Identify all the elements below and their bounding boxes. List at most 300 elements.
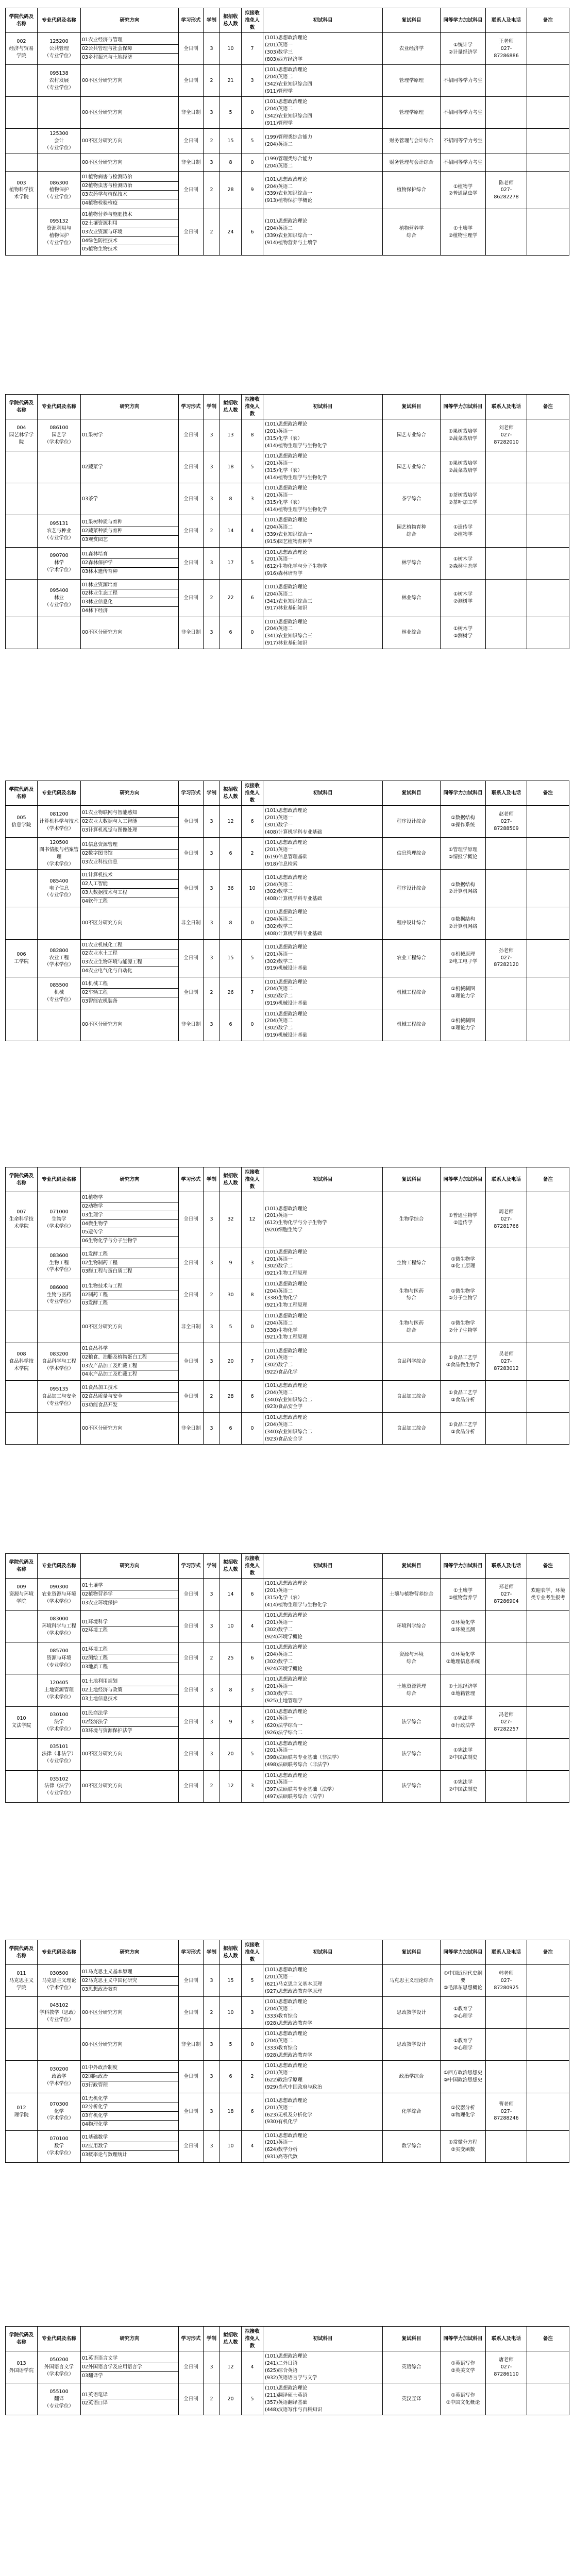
header-direction: 研究方向	[81, 1940, 179, 1965]
cell-quota: 20	[220, 1343, 242, 1381]
cell-years: 3	[204, 97, 220, 129]
cell-contact: 赵老师 027- 87288509	[486, 806, 527, 838]
header-row	[6, 2327, 569, 2351]
cell-direction	[81, 1247, 179, 1279]
cell-contact: 孙老师 027- 87282120	[486, 939, 527, 977]
header-contact: 联系人及电话	[486, 2327, 527, 2351]
header-mode: 学习形式	[179, 1167, 204, 1192]
cell-equal: ①教育学 ②心理学	[441, 1997, 486, 2029]
direction-item: 02植物虫害与检测防治	[81, 182, 178, 191]
cell-quota: 15	[220, 129, 242, 154]
cell-years: 3	[204, 806, 220, 838]
cell-college: 009 资源与环境学院	[6, 1579, 38, 1611]
cell-equal: ①遗传学 ②植物学	[441, 515, 486, 547]
cell-years: 2	[204, 1997, 220, 2029]
header-college: 学院代码及名称	[6, 1940, 38, 1965]
cell-exempt: 3	[242, 1997, 263, 2029]
cell-quota: 14	[220, 515, 242, 547]
cell-major: 095138 农村发展 （专业学位）	[38, 65, 81, 97]
cell-note	[527, 209, 569, 256]
direction-item: 00不区分研究方向	[82, 138, 123, 144]
direction-item: 01食品科学	[81, 1345, 178, 1353]
direction-item: 01计算机技术	[81, 871, 178, 880]
direction-item: 00不区分研究方向	[82, 1751, 123, 1757]
direction-item: 03功能食品开发	[82, 1402, 118, 1408]
cell-college: 007 生命科学技术学院	[6, 1192, 38, 1247]
table-row	[6, 1642, 569, 1674]
cell-years: 3	[204, 838, 220, 870]
cell-major: 120405 土地资源管理 （学术学位）	[38, 1674, 81, 1706]
cell-exempt: 0	[242, 1413, 263, 1445]
cell-mode: 全日制	[179, 1247, 204, 1279]
cell-exempt: 7	[242, 33, 263, 65]
cell-contact	[486, 483, 527, 515]
cell-mode: 全日制	[179, 1279, 204, 1311]
direction-item: 02数字图书馆	[81, 850, 178, 858]
header-quota: 拟招收总人数	[220, 1940, 242, 1965]
direction-item: 03概率论与数理统计	[82, 2152, 128, 2158]
cell-college	[6, 1413, 38, 1445]
cell-major: 050200 外国语言文学 （学术学位）	[38, 2351, 81, 2383]
header-equal: 同等学力加试科目	[441, 8, 486, 33]
direction-item: 03农业科技信息	[82, 859, 118, 865]
cell-college	[6, 451, 38, 483]
direction-item: 03发酵工程	[82, 1300, 108, 1307]
cell-exam: (199)管理类综合能力 (204)英语二	[263, 154, 383, 172]
cell-major: 086000 生物与医药 （专业学位）	[38, 1279, 81, 1311]
cell-college	[6, 1997, 38, 2029]
cell-contact	[486, 838, 527, 870]
cell-college	[6, 483, 38, 515]
cell-years: 3	[204, 2061, 220, 2093]
cell-exempt: 6	[242, 1579, 263, 1611]
cell-quota: 6	[220, 1413, 242, 1445]
table-sheet	[5, 781, 569, 1041]
cell-years: 3	[204, 1413, 220, 1445]
direction-item: 02食品质量与安全	[81, 1393, 178, 1401]
cell-years: 3	[204, 1611, 220, 1642]
cell-exam: (101)思想政治理论 (204)英语二 (339)农业知识综合一 (913)植物保护学概论	[263, 172, 383, 209]
direction-item: 00不区分研究方向	[82, 110, 123, 116]
cell-major: 045102 学科教学（思政） （专业学位）	[38, 1997, 81, 2029]
cell-retest: 生物工程综合	[383, 1247, 441, 1279]
cell-quota: 24	[220, 209, 242, 256]
cell-equal: ①宪法学 ②行政法学	[441, 1706, 486, 1738]
direction-item: 02英语口译	[82, 2400, 108, 2406]
cell-note	[527, 129, 569, 154]
header-years: 学制	[204, 1554, 220, 1579]
direction-item: 01林业资源培育	[81, 581, 178, 590]
cell-note	[527, 97, 569, 129]
direction-item: 01无机化学	[81, 2095, 178, 2104]
cell-quota: 5	[220, 97, 242, 129]
table-row	[6, 1738, 569, 1770]
direction-item: 03农业生物环境与能源工程	[81, 958, 178, 967]
cell-direction	[81, 2351, 179, 2383]
direction-item: 05植物生物技术	[82, 246, 118, 252]
cell-retest: 资源与环境 综合	[383, 1642, 441, 1674]
cell-note	[527, 617, 569, 649]
cell-college	[6, 617, 38, 649]
header-years: 学制	[204, 2327, 220, 2351]
cell-note	[527, 977, 569, 1009]
cell-major: 070100 数学 （学术学位）	[38, 2130, 81, 2162]
cell-direction	[81, 1311, 179, 1343]
cell-contact	[486, 1997, 527, 2029]
direction-item: 02制药工程	[81, 1291, 178, 1300]
cell-exam: (101)思想政治理论 (204)英语二 (302)数学二 (408)计算机学科专业基础	[263, 907, 383, 939]
header-years: 学制	[204, 1940, 220, 1965]
cell-quota: 10	[220, 2130, 242, 2162]
cell-exam: (101)思想政治理论 (201)英语一 (612)生物化学与分子生物学 (916)森林培育学	[263, 547, 383, 579]
direction-item: 03乡村振兴与土地经济	[82, 54, 132, 60]
cell-quota: 9	[220, 1706, 242, 1738]
direction-item: 04植物检验检疫	[82, 200, 118, 206]
direction-item: 01生物技术与工程	[81, 1282, 178, 1291]
cell-contact	[486, 1611, 527, 1642]
cell-exempt: 6	[242, 1642, 263, 1674]
cell-note	[527, 1706, 569, 1738]
table-row	[6, 2093, 569, 2130]
cell-years: 3	[204, 419, 220, 451]
cell-years: 3	[204, 1965, 220, 1997]
cell-exam: (101)思想政治理论 (201)英语一 (302)数学二 (922)食品化学	[263, 1343, 383, 1381]
table-row	[6, 2029, 569, 2061]
header-equal: 同等学力加试科目	[441, 395, 486, 419]
cell-quota: 18	[220, 2093, 242, 2130]
cell-note	[527, 483, 569, 515]
cell-equal: ①宪法学 ②中国法制史	[441, 1738, 486, 1770]
cell-retest: 茶学综合	[383, 483, 441, 515]
direction-item: 03翻译学	[82, 2372, 103, 2379]
cell-note	[527, 1738, 569, 1770]
cell-direction	[81, 1674, 179, 1706]
direction-item: 02粮食、油脂及植物蛋白工程	[81, 1353, 178, 1362]
cell-equal: ①微生物学 ②分子生物学	[441, 1311, 486, 1343]
cell-years: 2	[204, 1279, 220, 1311]
table-row	[6, 1611, 569, 1642]
direction-item: 01环境科学	[81, 1618, 178, 1627]
cell-years: 2	[204, 977, 220, 1009]
cell-mode: 全日制	[179, 1674, 204, 1706]
cell-mode: 全日制	[179, 838, 204, 870]
table-row	[6, 33, 569, 65]
cell-quota: 12	[220, 806, 242, 838]
cell-quota: 20	[220, 1738, 242, 1770]
header-college: 学院代码及名称	[6, 781, 38, 806]
header-mode: 学习形式	[179, 2327, 204, 2351]
cell-exempt: 12	[242, 1192, 263, 1247]
table-row	[6, 1579, 569, 1611]
cell-exam: (101)思想政治理论 (201)英语一 (315)化学（农） (414)植物生理学与生物化学	[263, 451, 383, 483]
cell-equal: 不招同等学力考生	[441, 154, 486, 172]
cell-contact	[486, 579, 527, 617]
table-sheet	[5, 1553, 569, 1803]
cell-retest: 法学综合	[383, 1770, 441, 1802]
cell-major: 030500 马克思主义理论 （学术学位）	[38, 1965, 81, 1997]
cell-exam: (101)思想政治理论 (204)英语二 (302)数学二 (924)环境学概论	[263, 1642, 383, 1674]
cell-note	[527, 1247, 569, 1279]
cell-equal: ①英语写作 ②中国文化概论	[441, 2383, 486, 2415]
cell-retest: 程序设计综合	[383, 907, 441, 939]
direction-item: 04物理化学	[82, 2121, 108, 2127]
cell-major: 095131 农艺与种业 （专业学位）	[38, 515, 81, 547]
header-retest: 复试科目	[383, 781, 441, 806]
cell-exam: (101)思想政治理论 (204)英语二 (341)农业知识综合三 (917)林业基础知识	[263, 579, 383, 617]
cell-exempt: 6	[242, 209, 263, 256]
cell-exam: (101)思想政治理论 (204)英语二 (333)教育综合 (928)思想政治教育学	[263, 1997, 383, 2029]
cell-direction	[81, 97, 179, 129]
cell-equal: ①环境化学 ②环境监测	[441, 1611, 486, 1642]
catalogue-table	[5, 781, 569, 1041]
cell-direction	[81, 1381, 179, 1413]
cell-contact	[486, 977, 527, 1009]
cell-direction	[81, 1738, 179, 1770]
header-equal: 同等学力加试科目	[441, 1554, 486, 1579]
cell-note	[527, 547, 569, 579]
direction-item: 05遗传学	[81, 1228, 178, 1237]
cell-quota: 6	[220, 838, 242, 870]
header-exempt: 拟接收推免人数	[242, 1167, 263, 1192]
header-mode: 学习形式	[179, 1554, 204, 1579]
cell-college	[6, 1311, 38, 1343]
header-college: 学院代码及名称	[6, 395, 38, 419]
cell-exam: (101)思想政治理论 (204)英语二 (333)教育综合 (928)思想政治教育学	[263, 2029, 383, 2061]
cell-college	[6, 515, 38, 547]
cell-quota: 10	[220, 33, 242, 65]
direction-item: 01植物病害与检测防治	[81, 173, 178, 182]
cell-equal: ①宪法学 ②中国法制史	[441, 1770, 486, 1802]
cell-exempt: 6	[242, 579, 263, 617]
catalogue-table	[5, 394, 569, 649]
cell-retest: 园艺专业综合	[383, 419, 441, 451]
cell-major	[38, 451, 81, 483]
cell-equal: ①机械制图 ②理论力学	[441, 977, 486, 1009]
cell-exam: (101)思想政治理论 (201)英语一 (315)化学（农） (414)植物生理学与生物化学	[263, 483, 383, 515]
cell-exempt: 5	[242, 547, 263, 579]
cell-years: 2	[204, 1381, 220, 1413]
cell-direction	[81, 939, 179, 977]
cell-note	[527, 154, 569, 172]
header-quota: 拟招收总人数	[220, 1554, 242, 1579]
cell-college: 011 马克思主义学院	[6, 1965, 38, 1997]
header-mode: 学习形式	[179, 8, 204, 33]
cell-exempt: 5	[242, 451, 263, 483]
table-row	[6, 2351, 569, 2383]
cell-college	[6, 2130, 38, 2162]
cell-retest: 农业经济学	[383, 33, 441, 65]
cell-years: 3	[204, 1738, 220, 1770]
cell-contact: 周老师 027- 87281766	[486, 1192, 527, 1247]
cell-note	[527, 1642, 569, 1674]
direction-item: 00不区分研究方向	[82, 920, 123, 926]
direction-item: 03农药学与植保技术	[81, 191, 178, 199]
header-college: 学院代码及名称	[6, 1167, 38, 1192]
direction-item: 06生物化学与分子生物学	[82, 1238, 138, 1244]
table-row	[6, 419, 569, 451]
cell-college	[6, 2383, 38, 2415]
cell-direction	[81, 1611, 179, 1642]
direction-item: 03林木遗传育种	[82, 568, 118, 574]
cell-direction	[81, 2029, 179, 2061]
cell-mode: 全日制	[179, 2351, 204, 2383]
cell-exempt: 2	[242, 2061, 263, 2093]
cell-mode: 全日制	[179, 451, 204, 483]
cell-direction	[81, 1343, 179, 1381]
cell-mode: 全日制	[179, 515, 204, 547]
cell-contact	[486, 154, 527, 172]
header-direction: 研究方向	[81, 1167, 179, 1192]
header-quota: 拟招收总人数	[220, 8, 242, 33]
cell-contact	[486, 1738, 527, 1770]
direction-item: 00不区分研究方向	[82, 1324, 123, 1330]
cell-retest: 财务管理与会计综合	[383, 154, 441, 172]
cell-exam: (101)思想政治理论 (204)英语二 (338)生物化学 (921)生物工程原理	[263, 1279, 383, 1311]
cell-contact	[486, 547, 527, 579]
table-row	[6, 2383, 569, 2415]
cell-years: 3	[204, 154, 220, 172]
cell-direction	[81, 838, 179, 870]
direction-item: 03观赏园艺	[82, 536, 108, 543]
cell-quota: 32	[220, 1192, 242, 1247]
cell-direction	[81, 1997, 179, 2029]
cell-exam: (101)思想政治理论 (204)英语二 (302)数学二 (919)机械设计基础	[263, 1009, 383, 1041]
header-exempt: 拟接收推免人数	[242, 395, 263, 419]
header-row	[6, 781, 569, 806]
cell-note	[527, 1997, 569, 2029]
header-quota: 拟招收总人数	[220, 781, 242, 806]
header-exam: 初试科目	[263, 1554, 383, 1579]
cell-quota: 6	[220, 1009, 242, 1041]
table-row	[6, 1192, 569, 1247]
cell-mode: 非全日制	[179, 1311, 204, 1343]
cell-mode: 非全日制	[179, 1413, 204, 1445]
cell-contact	[486, 515, 527, 547]
cell-direction	[81, 870, 179, 907]
header-contact: 联系人及电话	[486, 1940, 527, 1965]
catalogue-table	[5, 8, 569, 256]
cell-exempt: 0	[242, 1311, 263, 1343]
cell-exam: (101)思想政治理论 (201)英语一 (622)政治学原理 (929)当代中国政府与政治	[263, 2061, 383, 2093]
table-row	[6, 617, 569, 649]
table-sheet	[5, 1940, 569, 2163]
header-exam: 初试科目	[263, 2327, 383, 2351]
cell-quota: 6	[220, 617, 242, 649]
table-row	[6, 547, 569, 579]
cell-quota: 20	[220, 2383, 242, 2415]
cell-retest: 机械工程综合	[383, 1009, 441, 1041]
table-row	[6, 1770, 569, 1802]
cell-mode: 全日制	[179, 1706, 204, 1738]
direction-item: 00不区分研究方向	[82, 159, 123, 165]
cell-mode: 全日制	[179, 1965, 204, 1997]
cell-college	[6, 1611, 38, 1642]
cell-years: 3	[204, 451, 220, 483]
header-equal: 同等学力加试科目	[441, 1167, 486, 1192]
direction-item: 04微生物学	[81, 1220, 178, 1229]
direction-item: 02生物制药工程	[81, 1259, 178, 1268]
cell-mode: 全日制	[179, 1579, 204, 1611]
cell-exam: (199)管理类综合能力 (204)英语二	[263, 129, 383, 154]
header-note: 备注	[527, 395, 569, 419]
cell-quota: 28	[220, 172, 242, 209]
header-major: 专业代码及名称	[38, 8, 81, 33]
cell-years: 2	[204, 129, 220, 154]
header-retest: 复试科目	[383, 2327, 441, 2351]
direction-item: 02林业生态工程	[81, 589, 178, 598]
direction-item: 03计算机视觉与图像处理	[82, 827, 138, 833]
header-contact: 联系人及电话	[486, 395, 527, 419]
cell-exempt: 4	[242, 1611, 263, 1642]
cell-years: 3	[204, 2093, 220, 2130]
cell-note	[527, 838, 569, 870]
cell-contact	[486, 1311, 527, 1343]
direction-item: 03思想政治教育	[82, 1986, 118, 1992]
cell-equal: ①机械制图 ②理论力学	[441, 1009, 486, 1041]
cell-years: 2	[204, 209, 220, 256]
cell-major: 090700 林学 （学术学位）	[38, 547, 81, 579]
cell-retest: 程序设计综合	[383, 806, 441, 838]
cell-mode: 非全日制	[179, 154, 204, 172]
cell-equal: ①食品工艺学 ②食品微生物学	[441, 1343, 486, 1381]
direction-item: 01马克思主义基本原理	[81, 1968, 178, 1977]
cell-exempt: 7	[242, 1343, 263, 1381]
cell-contact	[486, 2383, 527, 2415]
cell-direction	[81, 1413, 179, 1445]
direction-item: 02土地经济与政策	[81, 1686, 178, 1695]
cell-mode: 非全日制	[179, 2029, 204, 2061]
direction-item: 03行政管理	[82, 2082, 108, 2088]
direction-item: 03土地信息技术	[82, 1696, 118, 1702]
cell-quota: 36	[220, 870, 242, 907]
cell-note	[527, 1192, 569, 1247]
cell-major: 035102 法律（法学） （专业学位）	[38, 1770, 81, 1802]
cell-exam: (101)思想政治理论 (204)英语二 (340)农业知识综合二 (923)食品安全学	[263, 1381, 383, 1413]
cell-equal: ①英语写作 ②英美文学	[441, 2351, 486, 2383]
cell-note	[527, 1009, 569, 1041]
cell-exempt: 10	[242, 870, 263, 907]
header-quota: 拟招收总人数	[220, 395, 242, 419]
cell-exempt: 0	[242, 2029, 263, 2061]
cell-mode: 全日制	[179, 1192, 204, 1247]
header-note: 备注	[527, 1940, 569, 1965]
table-row	[6, 129, 569, 154]
header-mode: 学习形式	[179, 395, 204, 419]
cell-contact	[486, 451, 527, 483]
cell-exam: (101)思想政治理论 (201)英语一 (303)数学三 (925)土地管理学	[263, 1674, 383, 1706]
cell-years: 3	[204, 2130, 220, 2162]
cell-equal: ①仪器分析 ②物理化学	[441, 2093, 486, 2130]
cell-mode: 全日制	[179, 1997, 204, 2029]
cell-retest: 土地资源管理 综合	[383, 1674, 441, 1706]
header-retest: 复试科目	[383, 1554, 441, 1579]
cell-direction	[81, 1279, 179, 1311]
catalogue-table	[5, 1553, 569, 1803]
cell-retest: 程序设计综合	[383, 870, 441, 907]
cell-exam: (101)思想政治理论 (201)英语一 (302)数学二 (924)环境学概论	[263, 1611, 383, 1642]
direction-item: 02分析化学	[81, 2103, 178, 2112]
header-exam: 初试科目	[263, 1940, 383, 1965]
cell-direction	[81, 2383, 179, 2415]
cell-retest: 英语综合	[383, 2351, 441, 2383]
cell-major: 085400 电子信息 （专业学位）	[38, 870, 81, 907]
cell-contact: 郑老师 027- 87286904	[486, 1579, 527, 1611]
cell-major: 071000 生物学 （学术学位）	[38, 1192, 81, 1247]
cell-retest: 法学综合	[383, 1706, 441, 1738]
cell-exam: (101)思想政治理论 (204)英语二 (302)数学二 (919)机械设计基础	[263, 977, 383, 1009]
cell-retest: 食品加工综合	[383, 1413, 441, 1445]
table-row	[6, 1413, 569, 1445]
